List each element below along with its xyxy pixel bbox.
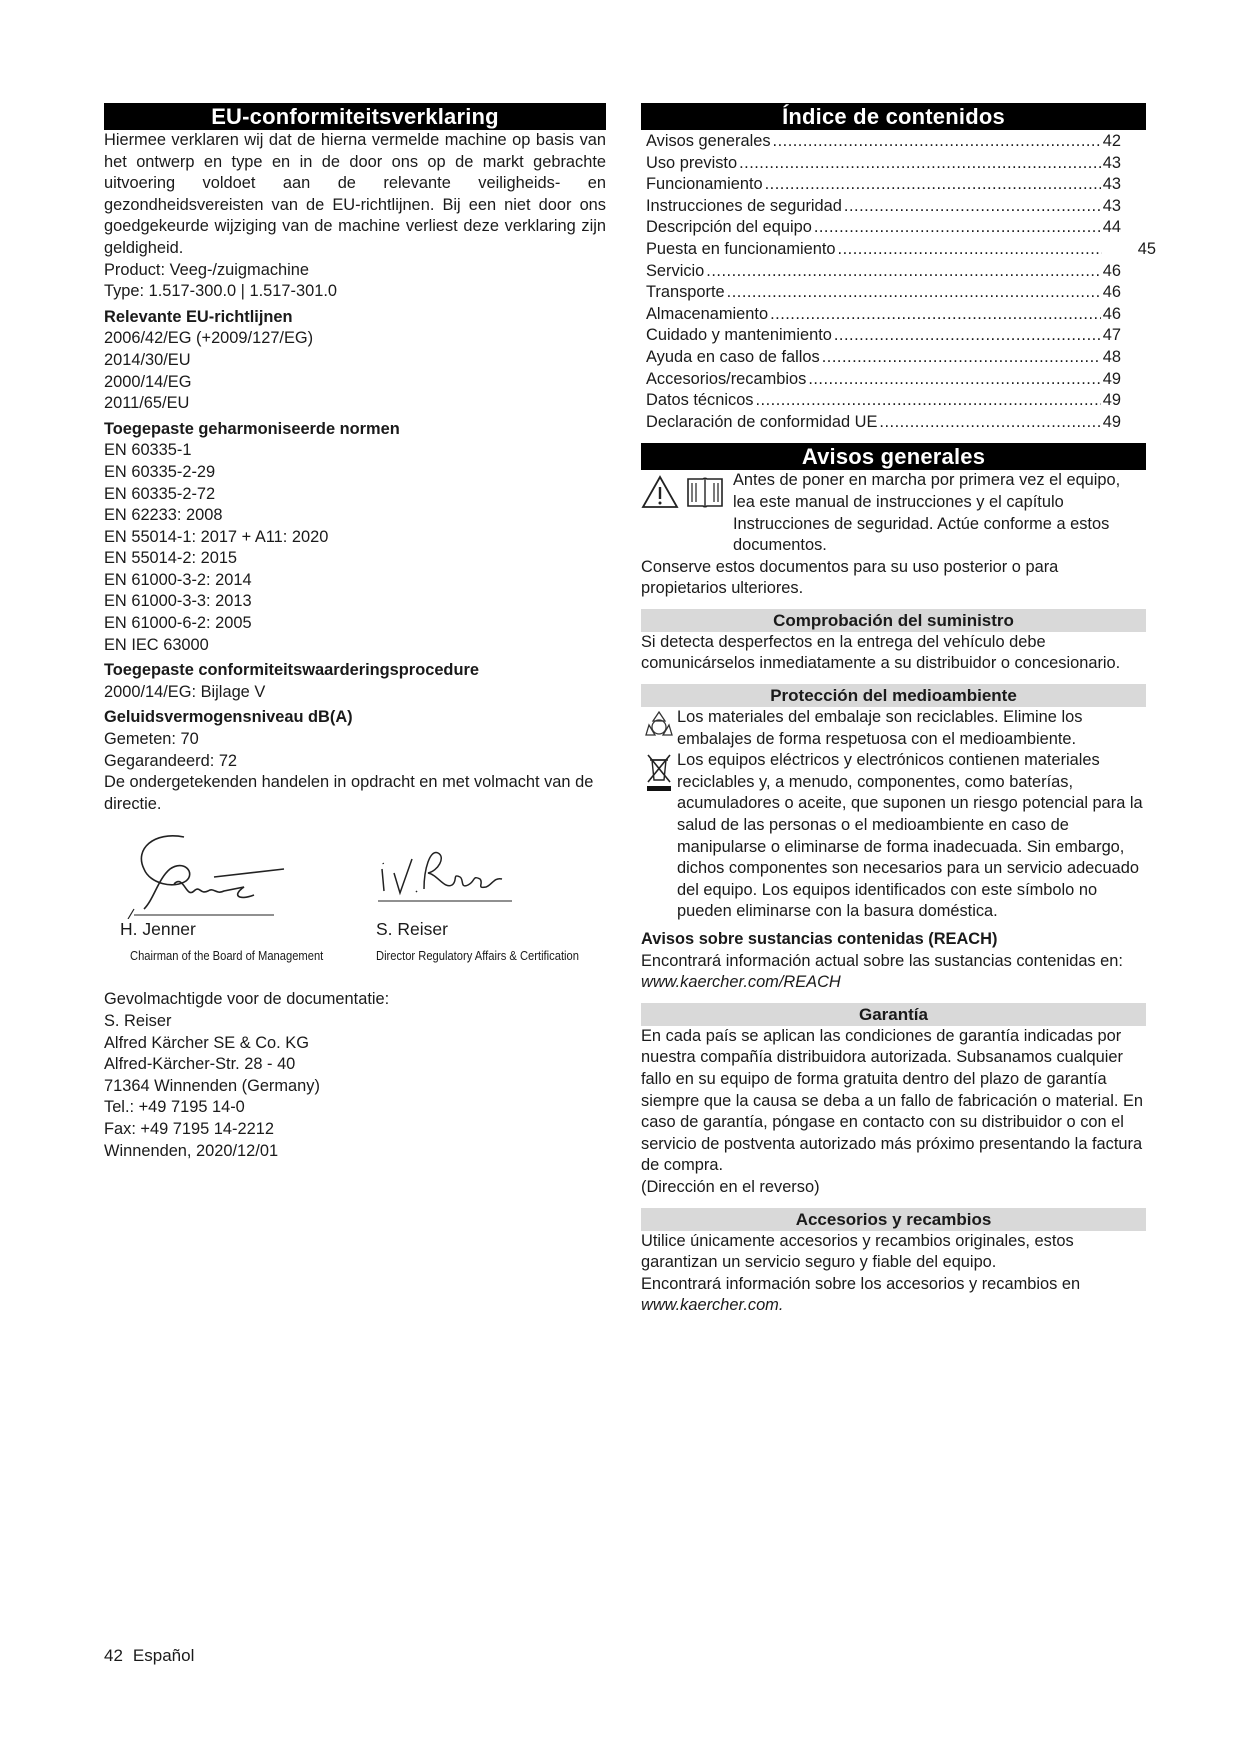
signature-reiser-image — [372, 829, 522, 919]
spanish-column — [641, 103, 1156, 1317]
crossed-bin-icon — [641, 750, 677, 799]
warranty-heading: Garantía — [641, 1003, 1146, 1026]
norm-item: EN 61000-6-2: 2005 — [104, 614, 252, 633]
toc-entry[interactable]: Almacenamiento ..... 46 — [646, 304, 1121, 326]
contact-line: Fax: +49 7195 14-2212 — [104, 1119, 274, 1138]
warranty-note: (Dirección en el reverso) — [641, 1177, 820, 1196]
procedure-text: 2000/14/EG: Bijlage V — [104, 682, 266, 701]
accessories-heading: Accesorios y recambios — [641, 1208, 1146, 1231]
toc-entry[interactable]: Uso previsto ..... 43 — [646, 153, 1121, 175]
noise-heading: Geluidsvermogensniveau dB(A) — [104, 708, 353, 727]
noise-measured: Gemeten: 70 — [104, 730, 199, 749]
accessories-text: Utilice únicamente accesorios y recambios originales, estos garantizan un servicio seguro y fiable del equipo. — [641, 1231, 1074, 1272]
contact-line: Winnenden, 2020/12/01 — [104, 1141, 279, 1160]
signer-title: Director Regulatory Affairs & Certification — [376, 948, 579, 964]
contact-line: S. Reiser — [104, 1012, 172, 1030]
norm-item: EN 60335-2-72 — [104, 484, 216, 503]
product-line: Product: Veeg-/zuigmachine — [104, 260, 310, 279]
norm-item: EN 60335-1 — [104, 441, 192, 460]
directive-item: 2000/14/EG — [104, 372, 192, 391]
environment-heading: Protección del medioambiente — [641, 684, 1146, 707]
general-notes-heading: Avisos generales — [641, 443, 1146, 470]
signature-jenner-image — [114, 829, 304, 919]
norm-item: EN 62233: 2008 — [104, 506, 223, 525]
contact-line: Gevolmachtigde voor de documentatie: — [104, 990, 390, 1009]
general-notes-text: Antes de poner en marcha por primera vez el equipo, lea este manual de instrucciones y el capítulo Instrucciones de seguridad. Actúe conforme a estos documentos. — [733, 471, 1121, 555]
toc-entry[interactable]: Transporte ..... 46 — [646, 282, 1121, 304]
recycle-icon — [641, 707, 677, 746]
procedure-heading: Toegepaste conformiteitswaarderingsprocedure — [104, 661, 479, 680]
toc-entry[interactable]: Servicio ..... 46 — [646, 261, 1121, 283]
toc-entry[interactable]: Funcionamiento ..... 43 — [646, 174, 1121, 196]
page-number: 42 — [104, 1646, 123, 1665]
reach-text — [641, 951, 1146, 994]
norms-heading: Toegepaste geharmoniseerde normen — [104, 419, 400, 438]
environment-recycle-block — [641, 707, 1146, 750]
table-of-contents — [641, 131, 1156, 433]
declaration-heading: EU-conformiteitsverklaring — [104, 103, 606, 130]
signer-name: H. Jenner — [120, 919, 196, 940]
directives-heading: Relevante EU-richtlijnen — [104, 307, 293, 326]
toc-entry[interactable]: Accesorios/recambios ..... 49 — [646, 369, 1121, 391]
page-footer — [104, 1646, 204, 1666]
norm-item: EN IEC 63000 — [104, 635, 209, 654]
reach-intro: Encontrará información actual sobre las sustancias contenidas en: — [641, 951, 1123, 970]
documentation-contact — [104, 989, 606, 1162]
toc-entry[interactable]: Instrucciones de seguridad ..... 43 — [646, 196, 1121, 218]
accessories-text2: Encontrará información sobre los accesorios y recambios en — [641, 1274, 1081, 1293]
noise-guaranteed: Gegarandeerd: 72 — [104, 751, 238, 770]
toc-entry[interactable]: Puesta en funcionamiento ..... 45 — [646, 239, 1156, 261]
environment-recycle-text: Los materiales del embalaje son reciclables. Elimine los embalajes de forma respetuosa con el medioambiente. — [677, 708, 1083, 748]
manual-book-icon — [685, 474, 725, 510]
signer-title: Chairman of the Board of Management — [130, 948, 324, 964]
accessories-link[interactable]: www.kaercher.com. — [641, 1296, 784, 1315]
directive-item: 2014/30/EU — [104, 350, 191, 369]
norm-item: EN 61000-3-2: 2014 — [104, 570, 252, 589]
contact-line: Alfred-Kärcher-Str. 28 - 40 — [104, 1055, 296, 1074]
toc-entry[interactable]: Declaración de conformidad UE ..... 49 — [646, 412, 1121, 434]
supply-check-heading: Comprobación del suministro — [641, 609, 1146, 632]
environment-weee-text: Los equipos eléctricos y electrónicos contienen materiales reciclables y, a menudo, componentes, como baterías, acumuladores o aceite, que suponen un riesgo potencial para la salud de las personas o el medioambiente en caso de manipularse o eliminarse de forma inadecuada. Sin embargo, dichos componentes son necesarios para un servicio adecuado del equipo. Los equipos identificados con este símbolo no pueden eliminarse con la basura doméstica. — [677, 751, 1143, 921]
warranty-text: En cada país se aplican las condiciones de garantía indicadas por nuestra compañía distribuidora autorizada. Subsanamos cualquier fallo en su equipo de forma gratuita dentro del plazo de garantía siempre que la causa se deba a un fallo de fabricación o material. En caso de garantía, póngase en contacto con su distribuidor o con el servicio de postventa autorizado más próximo presentando la factura de compra. — [641, 1026, 1144, 1175]
reach-heading: Avisos sobre sustancias contenidas (REACH) — [641, 930, 998, 948]
general-notes-text2: Conserve estos documentos para su uso posterior o para propietarios ulteriores. — [641, 557, 1059, 598]
toc-heading: Índice de contenidos — [641, 103, 1146, 130]
footer-language: Español — [132, 1646, 195, 1665]
signer-name: S. Reiser — [376, 919, 448, 940]
supply-check-text: Si detecta desperfectos en la entrega del vehículo debe comunicárselos inmediatamente a su distribuidor o concesionario. — [641, 632, 1121, 673]
norm-item: EN 55014-1: 2017 + A11: 2020 — [104, 527, 329, 546]
general-notes-icons — [641, 470, 725, 510]
declaration-column — [104, 103, 606, 1162]
toc-entry[interactable]: Datos técnicos ..... 49 — [646, 390, 1121, 412]
type-line: Type: 1.517-300.0 | 1.517-301.0 — [104, 282, 337, 301]
mandate-text: De ondergetekenden handelen in opdracht en met volmacht van de directie. — [104, 773, 594, 813]
declaration-intro: Hiermee verklaren wij dat de hierna vermelde machine op basis van het ontwerp en type en in de door ons op de markt gebrachte uitvoering voldoet aan de relevante veiligheids- en gezondheidsvereisten van de EU-richtlijnen. Bij een niet door ons goedgekeurde wijziging van de machine verliest deze verklaring zijn geldigheid. — [104, 131, 606, 257]
environment-weee-block — [641, 750, 1146, 923]
contact-line: 71364 Winnenden (Germany) — [104, 1076, 320, 1095]
contact-line: Tel.: +49 7195 14-0 — [104, 1098, 245, 1117]
toc-entry[interactable]: Descripción del equipo ..... 44 — [646, 217, 1121, 239]
norm-item: EN 61000-3-3: 2013 — [104, 592, 252, 611]
reach-link[interactable]: www.kaercher.com/REACH — [641, 973, 841, 992]
norm-item: EN 55014-2: 2015 — [104, 549, 238, 568]
norm-item: EN 60335-2-29 — [104, 462, 216, 481]
contact-line: Alfred Kärcher SE & Co. KG — [104, 1033, 309, 1052]
toc-entry[interactable]: Ayuda en caso de fallos ..... 48 — [646, 347, 1121, 369]
directive-item: 2006/42/EG (+2009/127/EG) — [104, 329, 314, 348]
directive-item: 2011/65/EU — [104, 394, 190, 413]
general-notes-block — [641, 470, 1146, 556]
signatures — [104, 829, 606, 989]
warning-icon — [641, 474, 679, 510]
toc-entry[interactable]: Avisos generales ..... 42 — [646, 131, 1121, 153]
toc-entry[interactable]: Cuidado y mantenimiento ..... 47 — [646, 325, 1121, 347]
